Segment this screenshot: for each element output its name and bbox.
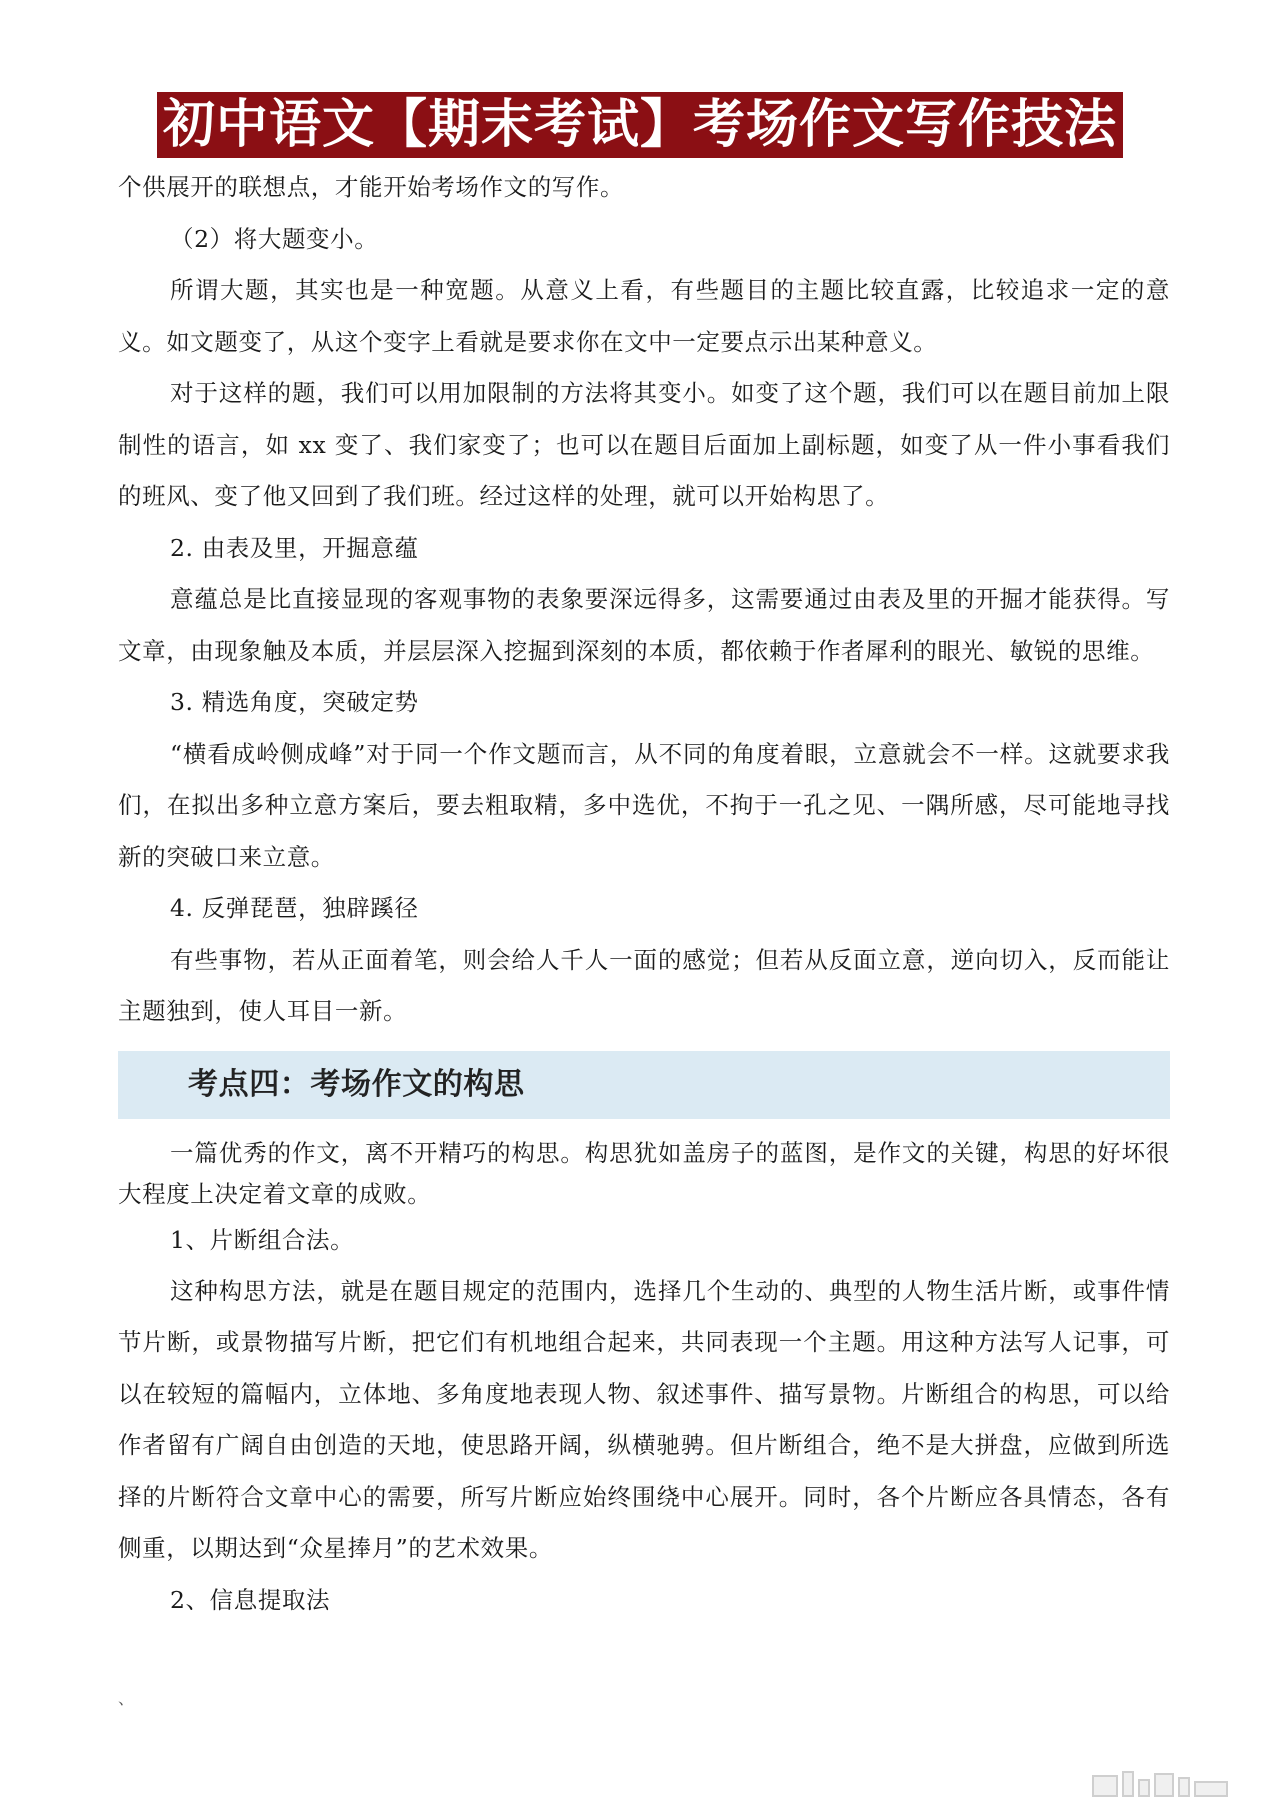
paragraph: 个供展开的联想点，才能开始考场作文的写作。: [118, 173, 625, 201]
subheading: 2. 由表及里，开掘意蕴: [170, 533, 419, 562]
subheading: 2、信息提取法: [170, 1585, 331, 1614]
stray-mark: 、: [118, 1689, 135, 1708]
subheading: 4. 反弹琵琶，独辟蹊径: [170, 894, 419, 922]
title-banner: [0, 92, 1280, 158]
section-heading: 考点四：考场作文的构思: [118, 1051, 1170, 1119]
paragraph: 意蕴总是比直接显现的客观事物的表象要深远得多，这需要通过由表及里的开掘才能获得。写文章，由现象触及本质，并层层深入挖掘到深刻的本质，都依赖于作者犀利的眼光、敏锐的思维。: [118, 585, 1170, 665]
paragraph: 一篇优秀的作文，离不开精巧的构思。构思犹如盖房子的蓝图，是作文的关键，构思的好坏很大程度上决定着文章的成败。: [118, 1138, 1170, 1208]
subheading: （2）将大题变小。: [170, 224, 379, 253]
paragraph: 有些事物，若从正面着笔，则会给人千人一面的感觉；但若从反面立意，逆向切入，反而能让主题独到，使人耳目一新。: [118, 945, 1170, 1025]
subheading: 3. 精选角度，突破定势: [170, 688, 419, 716]
watermark-icon: [1092, 1773, 1262, 1797]
paragraph: 这种构思方法，就是在题目规定的范围内，选择几个生动的、典型的人物生活片断，或事件情节片断，或景物描写片断，把它们有机地组合起来，共同表现一个主题。用这种方法写人记事，可以在较短的篇幅内，立体地、多角度地表现人物、叙述事件、描写景物。片断组合的构思，可以给作者留有广阔自由创造的天地，使思路开阔，纵横驰骋。但片断组合，绝不是大拼盘，应做到所选择的片断符合文章中心的需要，所写片断应始终围绕中心展开。同时，各个片断应各具情态，各有侧重，以期达到“众星捧月”的艺术效果。: [118, 1276, 1170, 1562]
paragraph: “横看成岭侧成峰”对于同一个作文题而言，从不同的角度着眼，立意就会不一样。这就要求我们，在拟出多种立意方案后，要去粗取精，多中选优，不拘于一孔之见、一隅所感，尽可能地寻找新的突破口来立意。: [118, 739, 1170, 871]
page-title: 初中语文【期末考试】考场作文写作技法: [157, 92, 1123, 158]
paragraph: 所谓大题，其实也是一种宽题。从意义上看，有些题目的主题比较直露，比较追求一定的意义。如文题变了，从这个变字上看就是要求你在文中一定要点示出某种意义。: [118, 276, 1170, 356]
paragraph: 对于这样的题，我们可以用加限制的方法将其变小。如变了这个题，我们可以在题目前加上限制性的语言，如 xx 变了、我们家变了；也可以在题目后面加上副标题，如变了从一件小事看我们的班风、变了他又回到了我们班。经过这样的处理，就可以开始构思了。: [118, 379, 1170, 510]
article-body: [118, 162, 1170, 1626]
subheading: 1、片断组合法。: [170, 1225, 355, 1254]
